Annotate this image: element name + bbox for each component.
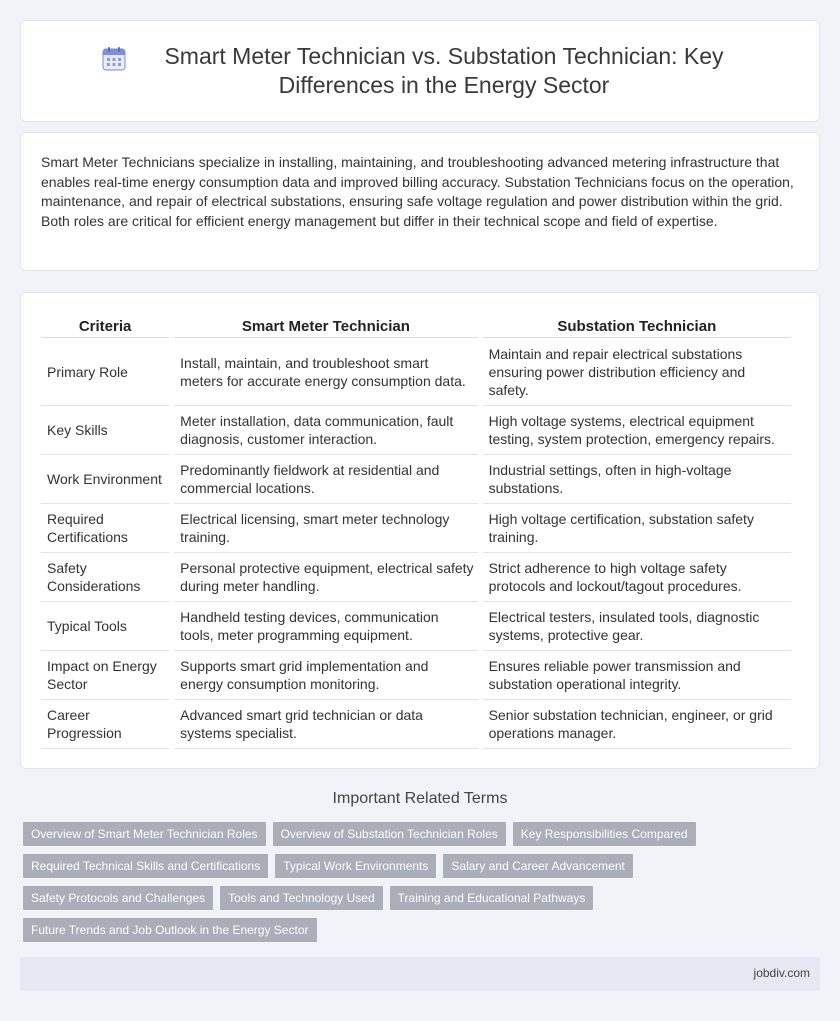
substation-cell: High voltage certification, substation safety training. [483,504,791,553]
related-term-tag[interactable]: Safety Protocols and Challenges [23,886,213,910]
related-term-tag[interactable]: Key Responsibilities Compared [513,822,696,846]
related-term-tag[interactable]: Overview of Substation Technician Roles [273,822,506,846]
table-header-row [41,313,791,338]
smart-meter-cell: Predominantly fieldwork at residential and commercial locations. [174,455,477,504]
substation-cell: Ensures reliable power transmission and substation operational integrity. [483,651,791,700]
table-row [41,406,791,455]
smart-meter-cell: Meter installation, data communication, fault diagnosis, customer interaction. [174,406,477,455]
related-term-tag[interactable]: Future Trends and Job Outlook in the Energy Sector [23,918,317,942]
smart-meter-cell: Install, maintain, and troubleshoot smart meters for accurate energy consumption data. [174,338,477,406]
related-term-tag[interactable]: Salary and Career Advancement [443,854,632,878]
footer [20,957,820,991]
intro-card [20,132,820,271]
substation-cell: Industrial settings, often in high-voltage substations. [483,455,791,504]
criteria-cell: Typical Tools [41,602,169,651]
table-row [41,700,791,749]
table-row [41,455,791,504]
substation-cell: Maintain and repair electrical substations ensuring power distribution efficiency and safety. [483,338,791,406]
substation-cell: High voltage systems, electrical equipment testing, system protection, emergency repairs. [483,406,791,455]
related-term-tag[interactable]: Training and Educational Pathways [390,886,594,910]
table-row [41,553,791,602]
footer-site-link[interactable]: jobdiv.com [753,966,810,980]
related-term-tag[interactable]: Required Technical Skills and Certifications [23,854,268,878]
criteria-cell: Career Progression [41,700,169,749]
related-terms-title: Important Related Terms [332,790,508,807]
related-term-tag[interactable]: Typical Work Environments [275,854,436,878]
header-criteria: Criteria [41,313,169,338]
substation-cell: Senior substation technician, engineer, or grid operations manager. [483,700,791,749]
criteria-cell: Safety Considerations [41,553,169,602]
criteria-cell: Work Environment [41,455,169,504]
page-title: Smart Meter Technician vs. Substation Technician: Key Differences in the Energy Sector [164,43,724,98]
related-term-tag[interactable]: Tools and Technology Used [220,886,383,910]
table-row [41,602,791,651]
criteria-cell: Impact on Energy Sector [41,651,169,700]
header-substation-technician: Substation Technician [483,313,791,338]
smart-meter-cell: Electrical licensing, smart meter technology training. [174,504,477,553]
smart-meter-cell: Handheld testing devices, communication tools, meter programming equipment. [174,602,477,651]
criteria-cell: Key Skills [41,406,169,455]
table-row [41,504,791,553]
calendar-icon [101,46,127,72]
smart-meter-cell: Personal protective equipment, electrical safety during meter handling. [174,553,477,602]
related-terms-list [23,822,703,942]
comparison-table [36,313,796,749]
intro-paragraph: Smart Meter Technicians specialize in installing, maintaining, and troubleshooting advanced metering infrastructure that enables real-time energy consumption data and improved billing accuracy. Substation Technicians focus on the operation, maintenance, and repair of electrical substations, ensuring safe voltage regulation and power distribution within the grid. Both roles are critical for efficient energy management but differ in their technical scope and field of expertise. [41,154,794,229]
smart-meter-cell: Advanced smart grid technician or data systems specialist. [174,700,477,749]
table-row [41,338,791,406]
criteria-cell: Required Certifications [41,504,169,553]
substation-cell: Electrical testers, insulated tools, diagnostic systems, protective gear. [483,602,791,651]
comparison-table-card [20,292,820,769]
substation-cell: Strict adherence to high voltage safety protocols and lockout/tagout procedures. [483,553,791,602]
table-row [41,651,791,700]
smart-meter-cell: Supports smart grid implementation and energy consumption monitoring. [174,651,477,700]
header-smart-meter-technician: Smart Meter Technician [174,313,477,338]
related-term-tag[interactable]: Overview of Smart Meter Technician Roles [23,822,266,846]
title-card [20,20,820,122]
criteria-cell: Primary Role [41,338,169,406]
